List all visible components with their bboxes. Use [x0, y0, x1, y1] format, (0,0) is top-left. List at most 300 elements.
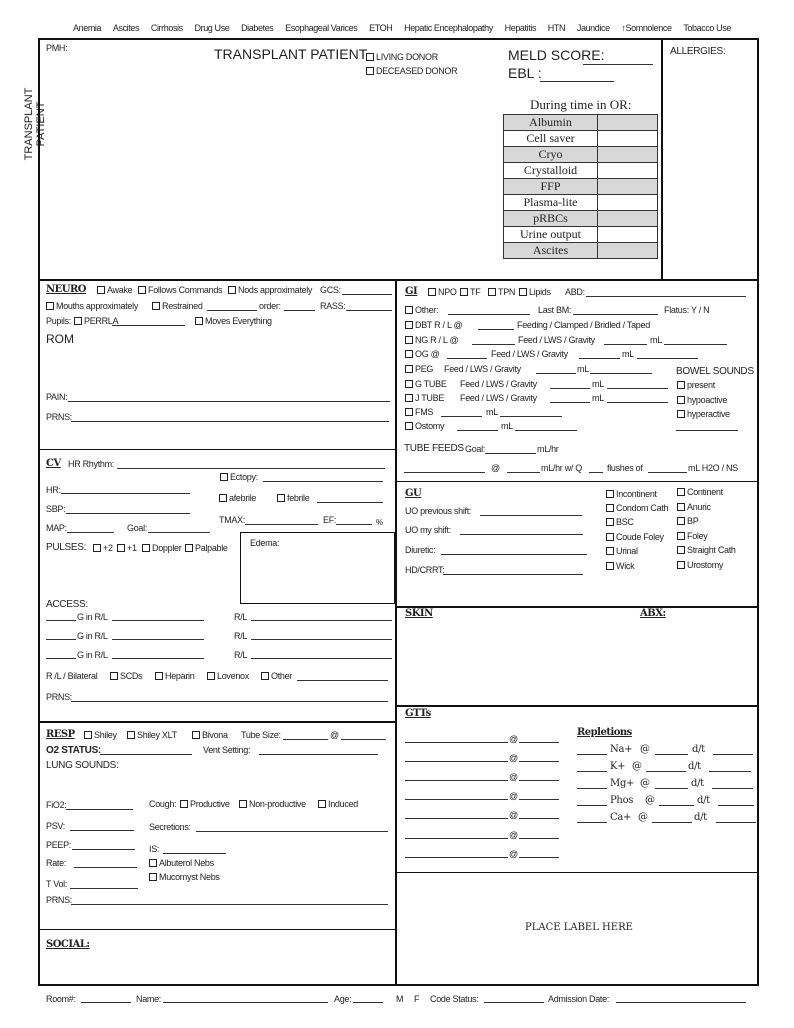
ostomy-amount-field[interactable]	[457, 430, 498, 431]
checkbox-box[interactable]	[428, 288, 436, 296]
diuretic-label: Diuretic:	[405, 545, 436, 555]
checkbox-box[interactable]	[152, 302, 160, 310]
bowel-sounds-field[interactable]	[676, 430, 738, 431]
checkbox-box[interactable]	[405, 408, 413, 416]
tube-depth-field[interactable]	[341, 739, 386, 740]
gauge-field[interactable]	[46, 639, 76, 640]
checkbox-label: Wick	[616, 561, 635, 571]
tube-feed-rate-field[interactable]	[507, 472, 540, 473]
pmh-category[interactable]: Ascites	[112, 23, 140, 33]
gtt-rate-field[interactable]	[519, 857, 559, 858]
checkbox-box[interactable]	[677, 546, 685, 554]
albuterol-checkbox[interactable]	[149, 858, 214, 869]
checkbox-box[interactable]	[97, 286, 105, 294]
straight-cath-checkbox[interactable]	[677, 545, 736, 556]
peg-options[interactable]: Feed / LWS / Gravity	[444, 364, 521, 374]
g-tube-checkbox[interactable]	[405, 379, 447, 390]
mouths-checkbox[interactable]	[46, 301, 138, 312]
gi-other-checkbox[interactable]	[405, 305, 438, 316]
tvol-label: T Vol:	[46, 879, 68, 889]
moves-everything-checkbox[interactable]	[195, 316, 272, 327]
checkbox-box[interactable]	[405, 306, 413, 314]
dbt-field[interactable]	[478, 329, 514, 330]
checkbox-box[interactable]	[207, 672, 215, 680]
j-tube-checkbox[interactable]	[405, 393, 444, 404]
tpn-checkbox[interactable]	[488, 287, 515, 298]
checkbox-label: Nods approximately	[238, 285, 313, 295]
ostomy-notes-field[interactable]	[515, 430, 577, 431]
code-status-field[interactable]	[484, 1002, 544, 1003]
mucomyst-checkbox[interactable]	[149, 872, 220, 883]
other-checkbox[interactable]	[261, 671, 292, 682]
repletion-phos: Phos	[610, 795, 634, 806]
fluid-value[interactable]	[598, 115, 658, 131]
febrile-field[interactable]	[317, 502, 383, 503]
at-label: @	[509, 810, 518, 820]
follows-commands-checkbox[interactable]	[138, 285, 222, 296]
fluid-name: Crystalloid	[504, 163, 598, 179]
repletion-time-field[interactable]	[659, 805, 694, 806]
peg-amount-field[interactable]	[536, 373, 576, 374]
tube-feeds-label: TUBE FEEDS	[404, 443, 464, 454]
tf-checkbox[interactable]	[460, 287, 480, 298]
pmh-category[interactable]: Jaundice	[576, 23, 610, 33]
ebl-label: EBL :	[508, 65, 542, 81]
other-field[interactable]	[297, 680, 388, 681]
g-tube-options[interactable]: Feed / LWS / Gravity	[460, 379, 537, 389]
rate-label: Rate:	[46, 858, 67, 868]
g-tube-amount-field[interactable]	[550, 388, 590, 389]
name-label: Name:	[136, 994, 162, 1004]
checkbox-box[interactable]	[677, 532, 685, 540]
ectopy-field[interactable]	[263, 481, 383, 482]
checkbox-label: TF	[470, 287, 481, 297]
urostomy-checkbox[interactable]	[677, 560, 723, 571]
checkbox-box[interactable]	[180, 800, 188, 808]
lovenox-checkbox[interactable]	[207, 671, 249, 682]
pmh-category[interactable]: Tobacco Use	[683, 23, 731, 33]
checkbox-box[interactable]	[46, 302, 54, 310]
checkbox-box[interactable]	[138, 286, 146, 294]
ectopy-checkbox[interactable]	[220, 472, 258, 483]
fio2-field[interactable]	[66, 809, 133, 810]
checkbox-label: Follows Commands	[148, 285, 223, 295]
flush-amount-field[interactable]	[648, 472, 687, 473]
admission-date-field[interactable]	[616, 1002, 746, 1003]
peep-field[interactable]	[72, 849, 135, 850]
cv-prns-field[interactable]	[71, 701, 388, 702]
checkbox-box[interactable]	[405, 365, 413, 373]
uo-my-shift-field[interactable]	[460, 534, 583, 535]
hd-crrt-field[interactable]	[443, 574, 583, 575]
checkbox-box[interactable]	[677, 503, 685, 511]
checkbox-box[interactable]	[239, 800, 247, 808]
sex-m-option[interactable]: M	[396, 994, 404, 1004]
pulses-label: PULSES:	[46, 542, 87, 553]
gtt-rate-field[interactable]	[519, 799, 559, 800]
checkbox-box[interactable]	[488, 288, 496, 296]
fluid-name: Plasma-lite	[504, 195, 598, 211]
dt-label: d/t	[692, 744, 705, 755]
checkbox-box[interactable]	[405, 394, 413, 402]
fms-notes-field[interactable]	[500, 416, 562, 417]
checkbox-box[interactable]	[677, 396, 685, 404]
neuro-prns-field[interactable]	[71, 421, 389, 422]
pmh-category[interactable]: Esophageal Varices	[285, 23, 358, 33]
peep-label: PEEP:	[46, 840, 72, 850]
sbp-field[interactable]	[66, 513, 190, 514]
checkbox-box[interactable]	[318, 800, 326, 808]
repletion-na: Na+	[610, 744, 633, 755]
gcs-field[interactable]	[342, 294, 392, 295]
access-rl-field[interactable]	[251, 639, 392, 640]
gtt-drug-field[interactable]	[405, 799, 508, 800]
checkbox-box[interactable]	[677, 517, 685, 525]
checkbox-box[interactable]	[606, 547, 614, 555]
pmh-category[interactable]: ↑Somnolence	[621, 23, 672, 33]
flatus-label[interactable]: Flatus: Y / N	[664, 305, 710, 315]
peg-checkbox[interactable]	[405, 364, 433, 375]
shiley-xlt-checkbox[interactable]	[127, 730, 177, 741]
pmh-category[interactable]: Drug Use	[194, 23, 230, 33]
gi-other-field[interactable]	[448, 314, 530, 315]
checkbox-box[interactable]	[192, 731, 200, 739]
doppler-checkbox[interactable]	[142, 543, 181, 554]
ng-amount-field[interactable]	[604, 344, 647, 345]
og-field[interactable]	[447, 358, 487, 359]
gauge-field[interactable]	[46, 620, 76, 621]
pain-field[interactable]	[68, 401, 390, 402]
at-label: @	[509, 734, 518, 744]
checkbox-box[interactable]	[677, 410, 685, 418]
gtt-rate-field[interactable]	[519, 818, 559, 819]
gtt-rate-field[interactable]	[519, 838, 559, 839]
checkbox-label: Lovenox	[217, 671, 249, 681]
j-tube-notes-field[interactable]	[607, 402, 668, 403]
repletion-reason-field[interactable]	[713, 754, 753, 755]
checkbox-box[interactable]	[84, 731, 92, 739]
checkbox-box[interactable]	[677, 381, 685, 389]
secretions-field[interactable]	[196, 831, 388, 832]
repletion-time-field[interactable]	[652, 822, 692, 823]
ng-options[interactable]: Feed / LWS / Gravity	[518, 335, 595, 345]
gtt-rate-field[interactable]	[519, 780, 559, 781]
bp-checkbox[interactable]	[677, 516, 698, 527]
checkbox-label: Anuric	[687, 502, 711, 512]
checkbox-box[interactable]	[93, 544, 101, 552]
tube-feeds-goal-field[interactable]	[485, 453, 536, 454]
hypoactive-checkbox[interactable]	[677, 395, 727, 406]
is-field[interactable]	[163, 853, 226, 854]
gtt-drug-field[interactable]	[405, 838, 508, 839]
access-site-field[interactable]	[112, 620, 204, 621]
repletion-dose-field[interactable]	[577, 754, 607, 755]
bilateral-label: R /L / Bilateral	[46, 671, 98, 681]
repletion-time-field[interactable]	[646, 771, 686, 772]
repletion-time-field[interactable]	[655, 788, 688, 789]
deceased-donor-checkbox[interactable]	[366, 66, 457, 77]
afebrile-checkbox[interactable]	[219, 493, 256, 504]
gi-heading: GI	[405, 286, 418, 297]
peg-notes-field[interactable]	[590, 373, 652, 374]
at-label: @	[632, 761, 642, 772]
last-bm-field[interactable]	[573, 314, 658, 315]
living-donor-checkbox[interactable]	[366, 52, 438, 63]
coude-foley-checkbox[interactable]	[606, 532, 664, 543]
palpable-checkbox[interactable]	[185, 543, 228, 554]
checkbox-box[interactable]	[195, 317, 203, 325]
checkbox-box[interactable]	[405, 350, 413, 358]
gtt-drug-field[interactable]	[405, 742, 508, 743]
repletion-reason-field[interactable]	[716, 822, 756, 823]
repletion-dose-field[interactable]	[577, 822, 607, 823]
map-goal-field[interactable]	[148, 532, 210, 533]
gtt-drug-field[interactable]	[405, 857, 508, 858]
continent-checkbox[interactable]	[677, 487, 723, 498]
pmh-category[interactable]: HTN	[547, 23, 566, 33]
dbt-checkbox[interactable]	[405, 320, 462, 331]
pmh-category[interactable]: Cirrhosis	[150, 23, 183, 33]
fluid-value[interactable]	[598, 179, 658, 195]
checkbox-box[interactable]	[366, 67, 374, 75]
repletion-dose-field[interactable]	[577, 805, 607, 806]
pmh-category[interactable]: Hepatitis	[504, 23, 537, 33]
og-checkbox[interactable]	[405, 349, 439, 360]
pmh-category[interactable]: Diabetes	[241, 23, 274, 33]
induced-checkbox[interactable]	[318, 799, 358, 810]
psv-field[interactable]	[70, 830, 134, 831]
access-rl-field[interactable]	[251, 620, 392, 621]
checkbox-box[interactable]	[606, 518, 614, 526]
checkbox-box[interactable]	[606, 504, 614, 512]
checkbox-box[interactable]	[228, 286, 236, 294]
restrained-checkbox[interactable]	[152, 301, 203, 312]
checkbox-box[interactable]	[606, 533, 614, 541]
tube-feed-formula-field[interactable]	[404, 472, 485, 473]
pupils-field[interactable]	[112, 325, 185, 326]
flush-interval-field[interactable]	[589, 472, 603, 473]
bivona-checkbox[interactable]	[192, 730, 228, 741]
productive-checkbox[interactable]	[180, 799, 230, 810]
repletion-dose-field[interactable]	[577, 788, 607, 789]
tvol-field[interactable]	[70, 888, 138, 889]
is-label: IS:	[149, 844, 160, 854]
og-notes-field[interactable]	[637, 358, 698, 359]
checkbox-box[interactable]	[405, 380, 413, 388]
repletion-reason-field[interactable]	[718, 805, 754, 806]
fluid-value[interactable]	[598, 147, 658, 163]
resp-prns-field[interactable]	[71, 904, 388, 905]
nods-checkbox[interactable]	[228, 285, 312, 296]
gtt-rate-field[interactable]	[519, 742, 559, 743]
dbt-options[interactable]: Feeding / Clamped / Bridled / Taped	[517, 320, 650, 330]
abd-field[interactable]	[586, 296, 746, 297]
access-site-field[interactable]	[112, 639, 204, 640]
checkbox-box[interactable]	[219, 494, 227, 502]
checkbox-box[interactable]	[127, 731, 135, 739]
checkbox-label: PEG	[415, 364, 434, 374]
g-in-label: G in R/L	[77, 631, 108, 641]
checkbox-box[interactable]	[405, 321, 413, 329]
ng-field[interactable]	[472, 344, 515, 345]
ostomy-checkbox[interactable]	[405, 421, 444, 432]
checkbox-box[interactable]	[519, 288, 527, 296]
allergies-box	[661, 38, 759, 281]
checkbox-label: present	[687, 380, 715, 390]
scds-checkbox[interactable]	[110, 671, 142, 682]
fluid-value[interactable]	[598, 243, 658, 259]
meld-score-field[interactable]	[583, 64, 653, 65]
g-tube-notes-field[interactable]	[607, 388, 668, 389]
checkbox-box[interactable]	[405, 336, 413, 344]
pulse-2-checkbox[interactable]	[93, 543, 113, 554]
j-tube-options[interactable]: Feed / LWS / Gravity	[460, 393, 537, 403]
checkbox-label: Palpable	[195, 543, 228, 553]
restraint-field[interactable]	[207, 310, 257, 311]
nonproductive-checkbox[interactable]	[239, 799, 306, 810]
checkbox-box[interactable]	[185, 544, 193, 552]
checkbox-box[interactable]	[110, 672, 118, 680]
urinal-checkbox[interactable]	[606, 546, 638, 557]
j-tube-amount-field[interactable]	[550, 402, 590, 403]
fluid-value[interactable]	[598, 163, 658, 179]
gtt-rate-field[interactable]	[519, 761, 559, 762]
gtt-drug-field[interactable]	[405, 818, 508, 819]
tmax-field[interactable]	[245, 524, 318, 525]
checkbox-box[interactable]	[155, 672, 163, 680]
checkbox-box[interactable]	[460, 288, 468, 296]
pulse-1-checkbox[interactable]	[117, 543, 137, 554]
rate-field[interactable]	[74, 867, 137, 868]
fluid-value[interactable]	[598, 195, 658, 211]
ef-field[interactable]	[336, 524, 372, 525]
ng-checkbox[interactable]	[405, 335, 458, 346]
checkbox-box[interactable]	[405, 422, 413, 430]
ml-hr-label: mL/hr	[537, 444, 559, 454]
checkbox-label: NG R / L @	[415, 335, 459, 345]
sex-f-option[interactable]: F	[414, 994, 420, 1004]
gauge-field[interactable]	[46, 658, 76, 659]
repletion-reason-field[interactable]	[712, 788, 753, 789]
fluid-value[interactable]	[598, 211, 658, 227]
divider	[396, 872, 759, 873]
checkbox-label: DECEASED DONOR	[376, 66, 458, 76]
tube-feeds-goal-label: Goal:	[465, 444, 486, 454]
uo-previous-field[interactable]	[480, 515, 582, 516]
checkbox-label: Moves Everything	[205, 316, 272, 326]
npo-checkbox[interactable]	[428, 287, 457, 298]
febrile-checkbox[interactable]	[277, 493, 309, 504]
bsc-checkbox[interactable]	[606, 517, 634, 528]
checkbox-box[interactable]	[117, 544, 125, 552]
og-amount-field[interactable]	[579, 358, 620, 359]
uo-previous-label: UO previous shift:	[405, 506, 472, 516]
wick-checkbox[interactable]	[606, 561, 634, 572]
heparin-checkbox[interactable]	[155, 671, 194, 682]
access-rl-field[interactable]	[251, 658, 392, 659]
gtt-drug-field[interactable]	[405, 761, 508, 762]
og-options[interactable]: Feed / LWS / Gravity	[491, 349, 568, 359]
fluid-value[interactable]	[598, 227, 658, 243]
anuric-checkbox[interactable]	[677, 502, 711, 513]
social-heading: SOCIAL:	[46, 939, 90, 950]
hr-rhythm-field[interactable]	[117, 468, 385, 469]
allergies-label: ALLERGIES:	[670, 46, 726, 57]
checkbox-box[interactable]	[677, 488, 685, 496]
checkbox-box[interactable]	[261, 672, 269, 680]
table-row	[504, 163, 658, 179]
incontinent-checkbox[interactable]	[606, 489, 657, 500]
checkbox-label: TPN	[498, 287, 516, 297]
order-field[interactable]	[284, 310, 315, 311]
diuretic-field[interactable]	[441, 554, 587, 555]
dt-label: d/t	[697, 795, 710, 806]
repletion-reason-field[interactable]	[709, 771, 751, 772]
vent-setting-field[interactable]	[259, 754, 378, 755]
awake-checkbox[interactable]	[97, 285, 132, 296]
pmh-category[interactable]: Hepatic Encephalopathy	[404, 23, 493, 33]
checkbox-box[interactable]	[220, 473, 228, 481]
checkbox-box[interactable]	[149, 873, 157, 881]
at-label: @	[509, 772, 518, 782]
hyperactive-checkbox[interactable]	[677, 409, 730, 420]
rass-field[interactable]	[346, 310, 392, 311]
foley-checkbox[interactable]	[677, 531, 708, 542]
condom-cath-checkbox[interactable]	[606, 503, 668, 514]
checkbox-box[interactable]	[606, 562, 614, 570]
shiley-checkbox[interactable]	[84, 730, 117, 741]
o2-status-field[interactable]	[100, 754, 192, 755]
fluid-name: Albumin	[504, 115, 598, 131]
checkbox-box[interactable]	[366, 53, 374, 61]
access-site-field[interactable]	[112, 658, 204, 659]
g-in-label: G in R/L	[77, 612, 108, 622]
tube-size-field[interactable]	[283, 739, 328, 740]
checkbox-box[interactable]	[149, 859, 157, 867]
fluid-value[interactable]	[598, 131, 658, 147]
map-field[interactable]	[67, 532, 114, 533]
checkbox-label: Doppler	[152, 543, 182, 553]
at-label: @	[638, 812, 648, 823]
gtt-drug-field[interactable]	[405, 780, 508, 781]
repletion-dose-field[interactable]	[577, 771, 607, 772]
ng-notes-field[interactable]	[664, 344, 727, 345]
table-row	[504, 227, 658, 243]
lipids-checkbox[interactable]	[519, 287, 551, 298]
repletion-mg: Mg+	[610, 778, 635, 789]
hr-field[interactable]	[61, 493, 190, 494]
pmh-category[interactable]: ETOH	[369, 23, 393, 33]
repletion-time-field[interactable]	[655, 754, 688, 755]
age-field[interactable]	[353, 1002, 383, 1003]
pupils-label: Pupils:	[46, 316, 71, 326]
name-field[interactable]	[163, 1002, 328, 1003]
checkbox-box[interactable]	[277, 494, 285, 502]
checkbox-box[interactable]	[142, 544, 150, 552]
fms-amount-field[interactable]	[441, 416, 482, 417]
secretions-label: Secretions:	[149, 822, 191, 832]
ebl-field[interactable]	[540, 81, 614, 82]
present-checkbox[interactable]	[677, 380, 715, 391]
room-field[interactable]	[81, 1002, 131, 1003]
checkbox-label: Other:	[415, 305, 439, 315]
pmh-category[interactable]: Anemia	[73, 23, 102, 33]
checkbox-box[interactable]	[606, 490, 614, 498]
table-row	[504, 115, 658, 131]
checkbox-box[interactable]	[677, 561, 685, 569]
fms-checkbox[interactable]	[405, 407, 433, 418]
checkbox-box[interactable]	[74, 317, 82, 325]
